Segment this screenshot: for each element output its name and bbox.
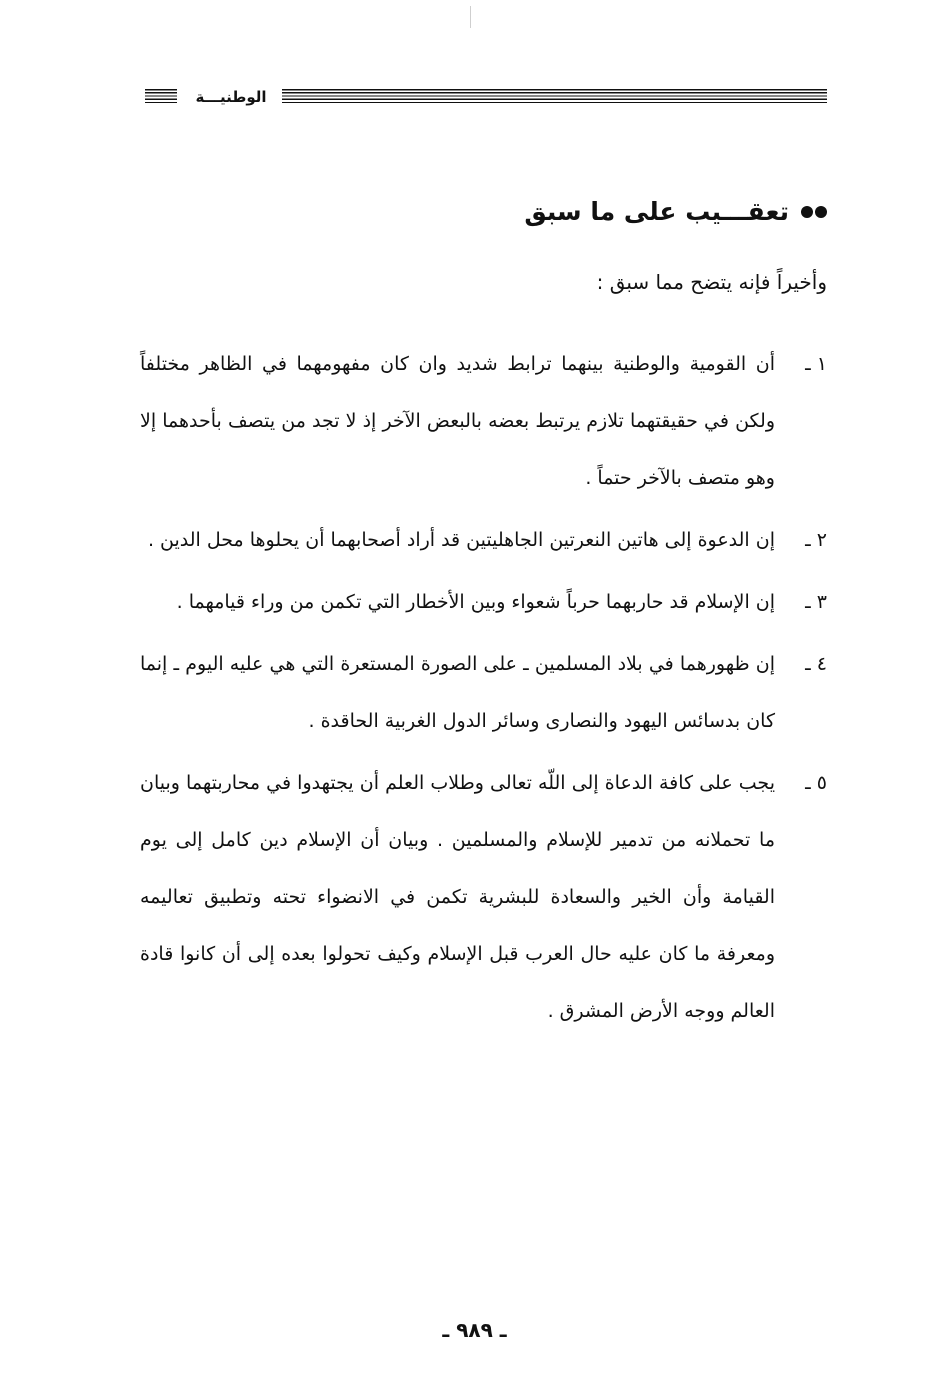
- header-rule-short: [145, 89, 177, 105]
- section-heading-text: تعقـــيب على ما سبق: [524, 197, 789, 226]
- list-item-text: إن الإسلام قد حاربهما حرباً شعواء وبين الأخطار التي تكمن من وراء قيامهما .: [176, 591, 775, 613]
- numbered-list: [140, 336, 827, 1040]
- list-item-number: ٤ ـ: [805, 653, 827, 675]
- page-number: ـ ٩٨٩ ـ: [442, 1318, 507, 1342]
- list-item: [140, 574, 827, 631]
- list-item: [140, 336, 827, 507]
- scan-mark: [470, 6, 471, 28]
- list-item: [140, 755, 827, 1040]
- header-rule-long: [282, 89, 827, 105]
- list-item-text: إن ظهورهما في بلاد المسلمين ـ على الصورة المستعرة التي هي عليه اليوم ـ إنما كان بدسائس اليهود والنصارى وسائر الدول الغربية الحاقدة .: [140, 653, 775, 732]
- list-item-text: إن الدعوة إلى هاتين النعرتين الجاهليتين قد أراد أصحابهما أن يحلوها محل الدين .: [147, 529, 775, 551]
- header-title: الوطنيـــة: [195, 88, 267, 106]
- intro-paragraph: وأخيراً فإنه يتضح مما سبق :: [596, 270, 827, 294]
- list-item: [140, 512, 827, 569]
- list-item-text: أن القومية والوطنية بينهما ترابط شديد وان كان مفهومهما في الظاهر مختلفاً ولكن في حقيقتهما تلازم يرتبط بعضه بالبعض الآخر إذ لا تجد من يتصف بأحدهما إلا وهو متصف بالآخر حتماً .: [140, 353, 775, 489]
- section-heading: [524, 192, 827, 232]
- running-header: [145, 86, 827, 108]
- list-item-text: يجب على كافة الدعاة إلى اللّه تعالى وطلاب العلم أن يجتهدوا في محاربتهما وبيان ما تحملانه من تدمير للإسلام والمسلمين . وبيان أن الإسلام دين كامل إلى يوم القيامة وأن الخير والسعادة للبشرية تكمن في الانضواء تحته وتطبيق تعاليمه ومعرفة ما كان عليه حال العرب قبل الإسلام وكيف تحولوا بعده إلى أن كانوا قادة العالم ووجه الأرض المشرق .: [140, 772, 775, 1022]
- list-item-number: ٢ ـ: [805, 529, 827, 551]
- list-item-number: ٣ ـ: [805, 591, 827, 613]
- list-item-number: ١ ـ: [805, 353, 827, 375]
- list-item: [140, 636, 827, 750]
- double-bullet-icon: [801, 206, 827, 218]
- list-item-number: ٥ ـ: [805, 772, 827, 794]
